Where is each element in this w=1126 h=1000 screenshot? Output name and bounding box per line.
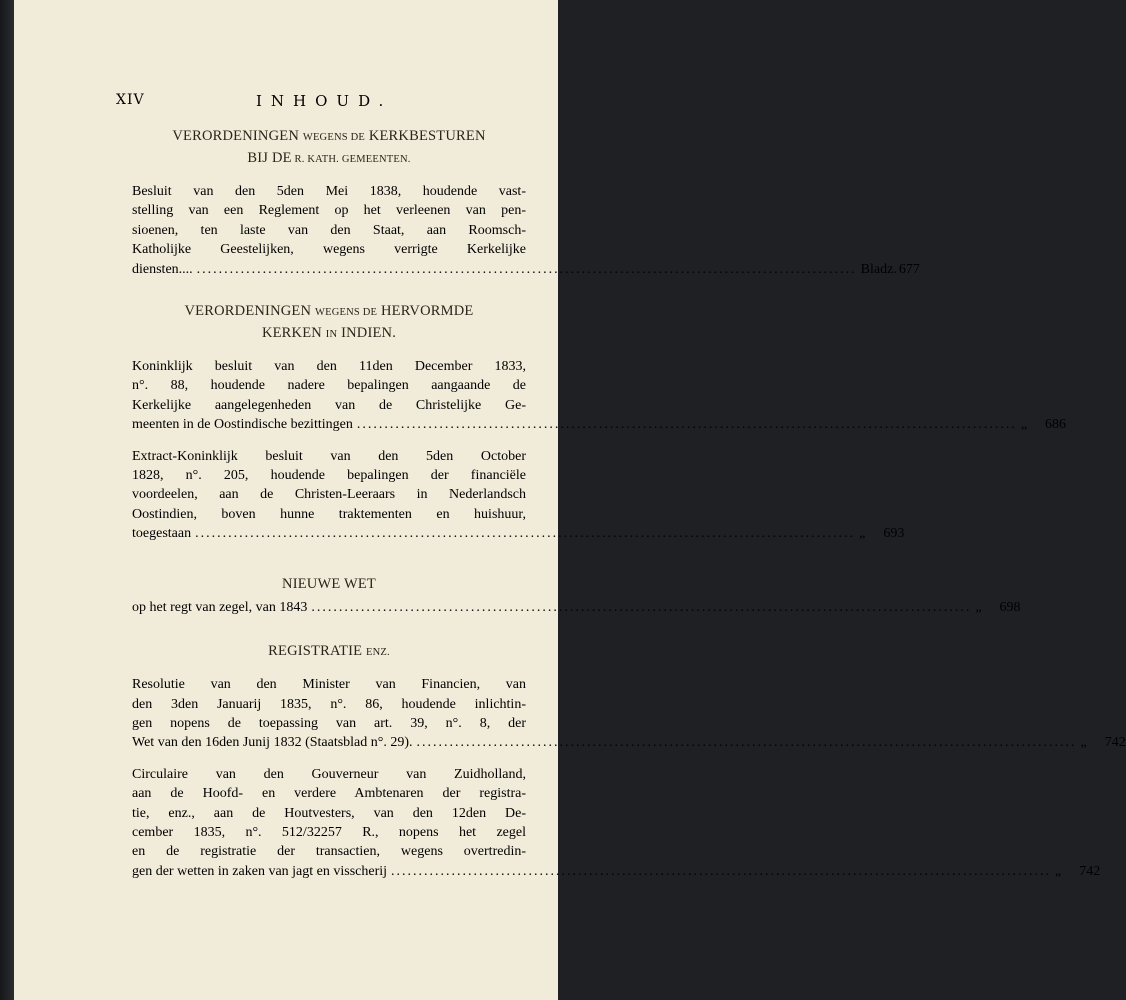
dot-leader: ........................................................................................................................ [391,863,1052,879]
entry-text-line: gen der wetten in zaken van jagt en visscherij [132,863,388,879]
section-title [132,574,526,594]
dot-leader: ........................................................................................................................ [195,526,856,542]
toc-entry [132,447,905,544]
entry-text-line: Circulaire van den Gouverneur van Zuidholland, [132,766,526,782]
page-reference: 742 [1104,735,1126,751]
entry-text-line: 1828, n°. 205, houdende bepalingen der financiële [132,468,526,484]
section-title-part: INDIEN. [337,325,397,342]
section-title-part: WEGENS DE [302,132,365,143]
toc-section [132,301,1067,544]
page-reference: 686 [1045,417,1067,433]
toc-section [132,574,1021,617]
entry-text-line: aan de Hoofd- en verdere Ambtenaren der registra- [132,786,526,802]
dot-leader: ........................................................................................................................ [356,417,1017,433]
toc-entry [132,182,920,279]
entry-last-line [132,415,1067,434]
page-marker: „ [1020,417,1028,433]
entry-text-line: voordeelen, aan de Christen-Leeraars in Nederlandsch [132,487,526,503]
entry-text-line: op het regt van zegel, van 1843 [132,599,308,615]
section-title-part: NIEUWE WET [282,575,376,592]
page-marker: Bladz. [860,261,897,277]
page-marker: „ [1055,863,1062,879]
entry-text-line: Extract-Koninklijk besluit van den 5den October [132,448,526,464]
section-title-part: BIJ DE [247,150,292,166]
entry-text-line: gen nopens de toepassing van art. 39, n°. 8, der [132,715,526,731]
entry-text-line: n°. 88, houdende nadere bepalingen aangaande de [132,378,526,394]
section-title-part: VERORDENINGEN [172,128,303,144]
section-title-part: KERKEN [261,325,326,342]
toc-section [132,126,920,279]
section-title-part: R. KATH. GEMEENTEN. [291,154,411,165]
entry-last-line [132,733,1126,752]
entry-text-line: den 3den Januarij 1835, n°. 86, houdende inlichtin- [132,696,526,712]
entry-text-line: tie, enz., aan de Houtvesters, van den 12den De- [132,805,526,821]
section-title-part: KERKBESTUREN [365,128,486,144]
entry-text-line: toegestaan [132,526,192,542]
scan-edge [0,0,14,1000]
page-number: XIV [116,92,145,108]
entry-text-line: Katholijke Geestelijken, wegens verrigte Kerkelijke [132,242,526,258]
entry-text-line: Besluit van den 5den Mei 1838, houdende vast- [132,184,526,199]
section-title-part: REGISTRATIE [268,643,366,660]
entry-text-line: Oostindien, boven hunne traktementen en huishuur, [132,506,526,522]
toc-entry [132,357,1067,435]
section-title-part: HERVORMDE [377,303,474,320]
dot-leader: ........................................................................................................................ [416,735,1077,751]
page-reference: 742 [1079,863,1101,879]
entry-text-line: Koninklijk besluit van den 11den December 1833, [132,359,526,375]
entry-text-line: Kerkelijke aangelegenheden van de Christelijke Ge- [132,397,526,413]
section-title [132,126,526,170]
entry-text-line: meenten in de Oostindische bezittingen [132,417,353,433]
entry-text-line: cember 1835, n°. 512/32257 R., nopens het zegel [132,824,526,840]
toc-entry [132,765,1101,881]
page-marker: „ [975,599,982,615]
page-header [116,92,416,116]
page-reference: 698 [999,599,1021,615]
toc-entry [132,675,1126,753]
entry-text-line: stelling van een Reglement op het verleenen van pen- [132,203,526,219]
page-reference: 693 [883,526,905,542]
entry-last-line [132,524,905,543]
entry-text-line: Wet van den 16den Junij 1832 (Staatsblad n°. 29). [132,735,413,751]
entry-last-line [132,862,1101,881]
entry-text-line: en de registratie der transactien, wegens overtredin- [132,844,526,860]
dot-leader: ........................................................................................................................ [196,261,857,277]
section-title [132,641,526,663]
table-of-contents [132,126,1126,881]
section-title-part: WEGENS DE [314,307,378,319]
toc-entry [132,598,1021,617]
entry-last-line [132,598,1021,617]
entry-last-line [132,260,920,279]
page-marker: „ [1080,735,1087,751]
page-marker: „ [859,526,866,542]
entry-text-line: diensten.... [132,261,193,277]
section-title-part: VERORDENINGEN [184,303,315,320]
entry-text-line: Resolutie van den Minister van Financien, van [132,677,526,693]
section-title-part: IN [325,329,338,341]
page-reference: 677 [898,261,920,277]
running-title: INHOUD. [256,92,393,110]
section-title-part: ENZ. [366,647,390,659]
toc-section [132,641,1126,881]
entry-text-line: sioenen, ten laste van den Staat, aan Roomsch- [132,222,526,238]
section-title [132,301,526,345]
dot-leader: ........................................................................................................................ [311,599,972,615]
